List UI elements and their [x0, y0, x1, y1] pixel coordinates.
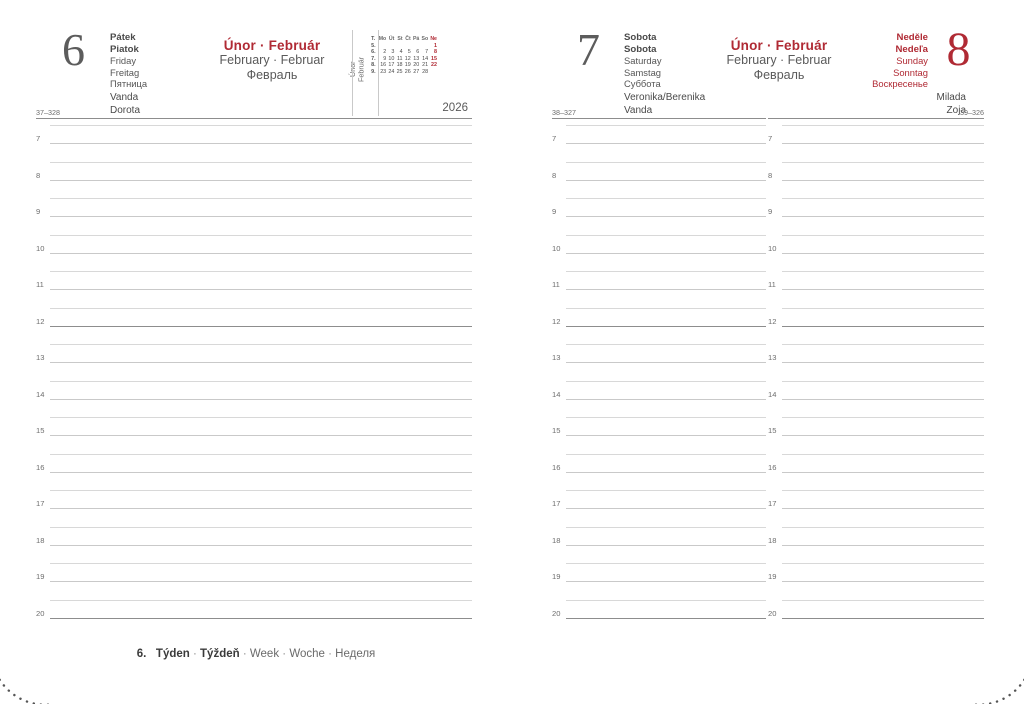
sunday-name-days	[786, 92, 966, 118]
left-month-block	[198, 24, 346, 83]
half-hour-rule	[566, 454, 766, 455]
hour-row[interactable]	[768, 269, 984, 306]
hour-row[interactable]	[552, 196, 766, 233]
week-sk: Týždeň	[200, 648, 240, 660]
day-name-sk: Piatok	[110, 43, 139, 55]
hour-rule	[566, 545, 766, 546]
hour-row[interactable]	[36, 269, 472, 306]
mini-cal-day[interactable]: 15	[430, 55, 437, 62]
hour-row[interactable]	[768, 306, 984, 343]
mini-cal-day[interactable]: 11	[396, 55, 403, 62]
half-hour-rule	[566, 490, 766, 491]
week-de: Woche	[289, 648, 325, 660]
half-hour-rule	[782, 381, 984, 382]
hour-row[interactable]	[36, 598, 472, 635]
hour-rule	[566, 618, 766, 619]
hour-label: 15	[768, 426, 777, 435]
hour-row[interactable]	[768, 379, 984, 416]
hour-rule	[566, 399, 766, 400]
mini-cal-day[interactable]	[404, 43, 412, 50]
left-corner-dots-icon	[0, 624, 82, 704]
half-hour-rule	[50, 454, 472, 455]
hour-row[interactable]	[36, 196, 472, 233]
sunday-number-block	[928, 23, 988, 76]
hour-row[interactable]	[768, 525, 984, 562]
mini-cal-header: T.	[371, 36, 376, 42]
header-vsep-2	[378, 30, 379, 116]
hour-row[interactable]	[768, 415, 984, 452]
hour-row[interactable]	[36, 123, 472, 160]
hour-rule	[50, 326, 472, 327]
sunday-hour-grid	[768, 123, 984, 634]
mini-cal-day[interactable]: 6	[416, 49, 420, 56]
mini-cal-day[interactable]: 19	[404, 62, 411, 69]
half-hour-rule	[50, 271, 472, 272]
half-hour-rule	[782, 454, 984, 455]
hour-rule	[50, 508, 472, 509]
hour-label: 14	[768, 389, 777, 399]
hour-row[interactable]	[552, 269, 766, 306]
hour-label: 18	[36, 535, 45, 545]
sun-name-day-1: Milada	[936, 92, 966, 103]
hour-rule	[782, 435, 984, 436]
half-hour-rule	[782, 125, 984, 126]
half-hour-rule	[50, 527, 472, 528]
left-hour-grid	[36, 123, 472, 634]
left-day-number: 6	[62, 24, 84, 75]
hour-row[interactable]	[36, 561, 472, 598]
half-hour-rule	[566, 308, 766, 309]
hour-rule	[566, 289, 766, 290]
half-hour-rule	[50, 162, 472, 163]
hour-rule	[782, 326, 984, 327]
saturday-number: 7	[577, 24, 599, 75]
hour-row[interactable]	[552, 123, 766, 160]
mini-cal-day[interactable]: 12	[404, 55, 411, 62]
hour-rule	[566, 253, 766, 254]
saturday-name-days	[624, 92, 804, 118]
half-hour-rule	[782, 344, 984, 345]
sunday-ordinal: 39–326	[960, 108, 984, 117]
mini-cal-day[interactable]: 20	[413, 62, 420, 69]
week-cz: Týden	[155, 648, 190, 660]
left-year: 2026	[442, 102, 468, 114]
hour-label: 8	[36, 170, 41, 180]
hour-label: 18	[552, 535, 561, 545]
mini-cal-week-number: 6.	[371, 49, 376, 56]
hour-row[interactable]	[552, 488, 766, 525]
hour-row[interactable]	[36, 452, 472, 489]
mini-cal-day[interactable]: 5	[407, 49, 411, 56]
hour-label: 10	[768, 243, 777, 253]
half-hour-rule	[566, 344, 766, 345]
mini-cal-day[interactable]: 24	[388, 68, 395, 75]
mini-calendar-wrap	[370, 24, 466, 76]
hour-label: 12	[36, 316, 45, 326]
week-en: Week	[249, 648, 280, 660]
hour-rule	[782, 472, 984, 473]
mini-cal-day[interactable]: 18	[396, 62, 403, 69]
hour-label: 11	[768, 280, 776, 289]
hour-rule	[50, 618, 472, 619]
hour-rule	[50, 253, 472, 254]
half-hour-rule	[50, 198, 472, 199]
half-hour-rule	[566, 600, 766, 601]
hour-label: 9	[36, 207, 41, 216]
mini-cal-header: Čt	[405, 36, 411, 42]
hour-row[interactable]	[768, 488, 984, 525]
sat-name-ru: Суббота	[624, 78, 661, 90]
hour-row[interactable]	[768, 233, 984, 270]
hour-rule	[566, 180, 766, 181]
sat-header-rule	[552, 118, 766, 119]
hour-label: 18	[768, 535, 777, 545]
mini-cal-week-number: 7.	[371, 55, 376, 62]
mini-cal-day[interactable]	[420, 43, 429, 50]
mini-cal-day[interactable]: 26	[404, 68, 411, 75]
half-hour-rule	[50, 235, 472, 236]
mini-cal-day[interactable]	[395, 43, 403, 50]
week-footer: 6. Týden · Týždeň · Week · Woche · Неделя	[136, 648, 376, 660]
mini-cal-day[interactable]: 13	[413, 55, 420, 62]
hour-label: 19	[36, 572, 45, 581]
month-ru: Февраль	[246, 68, 298, 82]
mini-cal-header: Ne	[430, 36, 437, 42]
hour-label: 13	[768, 353, 777, 362]
hour-row[interactable]	[768, 452, 984, 489]
hour-label: 13	[36, 353, 45, 362]
hour-label: 17	[552, 499, 561, 508]
half-hour-rule	[50, 490, 472, 491]
hour-rule	[782, 581, 984, 582]
right-corner-dots-icon	[942, 624, 1024, 704]
saturday-ordinal: 38–327	[552, 108, 576, 117]
mini-cal-day[interactable]: 21	[422, 62, 429, 69]
hour-rule	[50, 545, 472, 546]
mini-cal-day[interactable]: 23	[380, 68, 387, 75]
hour-row[interactable]	[768, 160, 984, 197]
hour-rule	[782, 399, 984, 400]
half-hour-rule	[782, 600, 984, 601]
hour-rule	[566, 472, 766, 473]
sun-name-day-2: Zoja	[946, 104, 966, 116]
hour-row[interactable]	[36, 525, 472, 562]
sun-name-ru: Воскресенье	[872, 78, 928, 90]
hour-label: 7	[552, 134, 557, 143]
week-number: 6.	[136, 648, 147, 660]
mini-cal-day[interactable]: 7	[425, 49, 429, 56]
sun-name-de: Sonntag	[893, 66, 928, 78]
mini-cal-header: Út	[388, 36, 395, 42]
hour-row[interactable]	[552, 379, 766, 416]
mini-cal-week-row	[370, 62, 438, 69]
hour-label: 7	[36, 134, 41, 143]
hour-row[interactable]	[36, 160, 472, 197]
mini-cal-day[interactable]: 22	[430, 62, 437, 69]
hour-rule	[566, 216, 766, 217]
hour-label: 8	[552, 170, 557, 180]
hour-label: 16	[768, 462, 777, 472]
mini-cal-day[interactable]: 16	[380, 62, 387, 69]
mini-cal-day[interactable]	[378, 43, 388, 50]
hour-label: 20	[36, 608, 45, 618]
hour-rule	[782, 216, 984, 217]
hour-row[interactable]	[36, 306, 472, 343]
half-hour-rule	[50, 381, 472, 382]
half-hour-rule	[782, 198, 984, 199]
r-month-ru: Февраль	[753, 68, 805, 82]
left-day-ordinal: 37–328	[36, 108, 60, 117]
vertical-month-label: Únor Február	[348, 56, 366, 82]
half-hour-rule	[566, 417, 766, 418]
mini-calendar	[370, 36, 438, 76]
hour-row[interactable]	[552, 306, 766, 343]
half-hour-rule	[50, 344, 472, 345]
half-hour-rule	[782, 490, 984, 491]
hour-rule	[566, 435, 766, 436]
hour-row[interactable]	[36, 379, 472, 416]
left-day-number-block	[36, 24, 110, 75]
hour-label: 10	[552, 243, 561, 253]
half-hour-rule	[782, 308, 984, 309]
half-hour-rule	[566, 235, 766, 236]
hour-rule	[782, 143, 984, 144]
left-day-names	[110, 24, 198, 90]
mini-cal-day[interactable]: 1	[433, 42, 437, 49]
hour-rule	[50, 216, 472, 217]
hour-label: 17	[36, 499, 45, 508]
day-name-en: Friday	[110, 55, 137, 67]
left-header-rule	[36, 118, 472, 119]
hour-label: 9	[768, 207, 773, 216]
mini-cal-day[interactable]	[412, 43, 421, 50]
hour-rule	[782, 618, 984, 619]
hour-row[interactable]	[768, 561, 984, 598]
sun-name-en: Sunday	[896, 55, 928, 67]
half-hour-rule	[50, 417, 472, 418]
hour-label: 9	[552, 207, 557, 216]
hour-rule	[566, 326, 766, 327]
hour-rule	[50, 362, 472, 363]
mini-cal-day[interactable]: 8	[433, 49, 437, 56]
hour-row[interactable]	[768, 123, 984, 160]
half-hour-rule	[566, 527, 766, 528]
mini-cal-day[interactable]	[429, 69, 438, 76]
mini-cal-week-number: 9.	[371, 68, 376, 75]
hour-rule	[50, 581, 472, 582]
sun-header-rule	[768, 118, 984, 119]
hour-label: 11	[552, 280, 560, 289]
hour-row[interactable]	[36, 488, 472, 525]
mini-cal-header: Pá	[412, 36, 420, 42]
right-month-block	[704, 24, 854, 83]
hour-label: 12	[552, 316, 561, 326]
half-hour-rule	[50, 125, 472, 126]
hour-label: 14	[552, 389, 561, 399]
mini-cal-week-row	[370, 49, 438, 56]
hour-row[interactable]	[552, 160, 766, 197]
mini-cal-day[interactable]: 2	[383, 49, 387, 56]
mini-cal-day[interactable]: 10	[388, 55, 395, 62]
day-name-de: Freitag	[110, 66, 140, 78]
hour-rule	[566, 143, 766, 144]
half-hour-rule	[50, 563, 472, 564]
mini-cal-header: So	[421, 36, 429, 42]
hour-rule	[50, 435, 472, 436]
half-hour-rule	[566, 381, 766, 382]
hour-rule	[50, 143, 472, 144]
week-ru: Неделя	[335, 648, 376, 660]
header-vsep-1	[352, 30, 353, 116]
hour-rule	[50, 472, 472, 473]
hour-label: 11	[36, 280, 44, 289]
mini-cal-week-row	[370, 69, 438, 76]
hour-label: 19	[768, 572, 777, 581]
sat-name-day-2: Vanda	[624, 104, 653, 116]
hour-label: 13	[552, 353, 561, 362]
hour-label: 20	[552, 608, 561, 618]
mini-cal-header: St	[397, 36, 403, 42]
hour-row[interactable]	[552, 415, 766, 452]
hour-row[interactable]	[36, 342, 472, 379]
mini-cal-day[interactable]: 14	[422, 55, 429, 62]
hour-row[interactable]	[36, 415, 472, 452]
mini-cal-day[interactable]: 27	[413, 68, 420, 75]
hour-row[interactable]	[552, 525, 766, 562]
hour-label: 20	[768, 608, 777, 618]
hour-row[interactable]	[552, 598, 766, 635]
half-hour-rule	[566, 271, 766, 272]
hour-row[interactable]	[552, 452, 766, 489]
sat-name-en: Saturday	[624, 55, 662, 67]
half-hour-rule	[566, 563, 766, 564]
hour-label: 7	[768, 134, 773, 143]
left-name-days	[110, 92, 250, 118]
r-month-cz-sk: Únor · Február	[730, 38, 828, 53]
mini-cal-week-number: 8.	[371, 62, 376, 69]
hour-rule	[566, 508, 766, 509]
sat-name-day-1: Veronika/Berenika	[624, 92, 706, 103]
half-hour-rule	[782, 563, 984, 564]
hour-rule	[566, 581, 766, 582]
mini-cal-week-row	[370, 43, 438, 50]
hour-label: 16	[552, 462, 561, 472]
month-cz-sk: Únor · Február	[223, 38, 321, 53]
hour-label: 15	[552, 426, 561, 435]
month-en-de: February · Februar	[219, 53, 325, 67]
saturday-day-names	[624, 24, 704, 90]
mini-cal-day[interactable]: 28	[422, 68, 429, 75]
half-hour-rule	[566, 125, 766, 126]
hour-label: 10	[36, 243, 45, 253]
r-month-en-de: February · Februar	[726, 53, 832, 67]
hour-row[interactable]	[36, 233, 472, 270]
half-hour-rule	[782, 235, 984, 236]
half-hour-rule	[782, 271, 984, 272]
day-name-cz: Pátek	[110, 32, 136, 43]
saturday-hour-grid	[552, 123, 766, 634]
half-hour-rule	[566, 198, 766, 199]
half-hour-rule	[566, 162, 766, 163]
mini-cal-week-number: 5.	[371, 42, 376, 49]
hour-row[interactable]	[768, 342, 984, 379]
mini-cal-day[interactable]: 9	[383, 55, 387, 62]
day-name-ru: Пятница	[110, 78, 148, 90]
mini-cal-day[interactable]: 4	[399, 49, 403, 56]
mini-cal-day[interactable]: 3	[391, 49, 395, 56]
hour-row[interactable]	[552, 561, 766, 598]
right-page	[512, 0, 1024, 704]
hour-rule	[566, 362, 766, 363]
hour-rule	[50, 399, 472, 400]
name-day-1: Vanda	[110, 92, 139, 103]
left-day-header	[36, 24, 472, 120]
hour-label: 15	[36, 426, 45, 435]
mini-cal-day[interactable]: 25	[396, 68, 403, 75]
sat-name-cz: Sobota	[624, 32, 657, 43]
hour-row[interactable]	[552, 233, 766, 270]
mini-cal-week-row	[370, 56, 438, 63]
hour-rule	[782, 180, 984, 181]
saturday-number-block	[552, 24, 624, 75]
hour-label: 19	[552, 572, 561, 581]
sun-name-sk: Nedeľa	[895, 43, 928, 55]
half-hour-rule	[782, 417, 984, 418]
sun-name-cz: Neděle	[896, 32, 928, 43]
half-hour-rule	[50, 308, 472, 309]
half-hour-rule	[782, 527, 984, 528]
hour-label: 8	[768, 170, 773, 180]
hour-rule	[782, 545, 984, 546]
hour-rule	[782, 289, 984, 290]
mini-cal-day[interactable]: 17	[388, 62, 395, 69]
half-hour-rule	[782, 162, 984, 163]
hour-rule	[50, 289, 472, 290]
hour-rule	[782, 253, 984, 254]
hour-rule	[50, 180, 472, 181]
hour-row[interactable]	[768, 196, 984, 233]
sat-name-de: Samstag	[624, 66, 661, 78]
half-hour-rule	[50, 600, 472, 601]
hour-label: 14	[36, 389, 45, 399]
hour-label: 17	[768, 499, 777, 508]
mini-cal-day[interactable]	[387, 43, 395, 50]
hour-label: 12	[768, 316, 777, 326]
hour-rule	[782, 362, 984, 363]
vertical-month-wrap	[346, 24, 370, 104]
mini-cal-header: Mo	[378, 36, 387, 42]
hour-row[interactable]	[552, 342, 766, 379]
name-day-2: Dorota	[110, 104, 141, 116]
hour-label: 16	[36, 462, 45, 472]
sat-name-sk: Sobota	[624, 43, 657, 55]
hour-rule	[782, 508, 984, 509]
sunday-number: 8	[946, 23, 970, 76]
sunday-day-names	[854, 24, 928, 90]
